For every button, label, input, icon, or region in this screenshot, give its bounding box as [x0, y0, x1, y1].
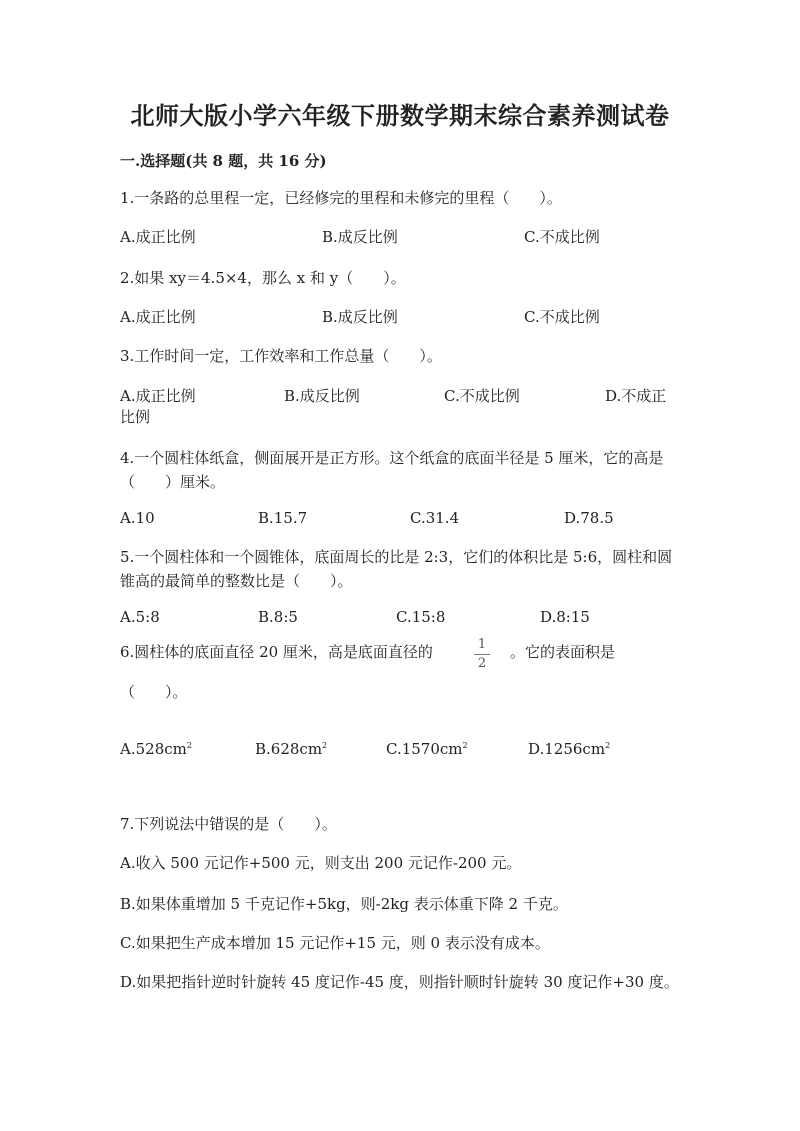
fraction-denominator: 2 [477, 656, 487, 671]
section-heading: 一.选择题(共 8 题，共 16 分) [120, 152, 327, 170]
q5-option-c[interactable]: C.15:8 [396, 608, 446, 626]
q5-option-b[interactable]: B.8:5 [258, 608, 298, 626]
question-7: 7.下列说法中错误的是（ ）。 [120, 815, 337, 833]
q4-option-a[interactable]: A.10 [120, 509, 155, 527]
q6-option-d[interactable] [528, 735, 610, 760]
q6-option-a[interactable] [120, 735, 192, 760]
question-4: 4.一个圆柱体纸盒，侧面展开是正方形。这个纸盒的底面半径是 5 厘米，它的高是（ ）厘米。 [120, 449, 664, 491]
fraction-bar [474, 654, 490, 655]
q4-option-c[interactable]: C.31.4 [410, 509, 460, 527]
q3-option-a[interactable]: A.成正比例 [120, 387, 196, 405]
q1-option-a[interactable]: A.成正比例 [120, 228, 196, 246]
q7-option-c[interactable]: C.如果把生产成本增加 15 元记作+15 元，则 0 表示没有成本。 [120, 934, 550, 952]
unit-exponent: 2 [186, 741, 192, 750]
unit-exponent: 2 [322, 741, 328, 750]
unit-exponent: 2 [605, 741, 611, 750]
question-5: 5.一个圆柱体和一个圆锥体，底面周长的比是 2:3，它们的体积比是 5:6，圆柱和圆锥高的最简单的整数比是（ ）。 [120, 548, 673, 590]
fraction-one-half [472, 638, 492, 671]
question-1: 1.一条路的总里程一定，已经修完的里程和未修完的里程（ ）。 [120, 189, 562, 207]
q7-option-d[interactable]: D.如果把指针逆时针旋转 45 度记作-45 度，则指针顺时针旋转 30 度记作+30 度。 [120, 973, 679, 991]
q6-option-b-label: B.628cm [255, 740, 323, 758]
page-title: 北师大版小学六年级下册数学期末综合素养测试卷 [130, 101, 670, 130]
question-6-text: 6.圆柱体的底面直径 20 厘米，高是底面直径的 [120, 643, 433, 661]
q3-option-c[interactable]: C.不成比例 [444, 387, 520, 405]
question-6-blank: （ ）。 [120, 683, 188, 701]
q6-option-a-label: A.528cm [120, 740, 187, 758]
q6-option-c[interactable] [386, 735, 468, 760]
q1-option-c[interactable]: C.不成比例 [524, 228, 600, 246]
unit-exponent: 2 [462, 741, 468, 750]
q3-option-d-continued: 比例 [120, 408, 151, 426]
q6-option-d-label: D.1256cm [528, 740, 606, 758]
q7-option-b[interactable]: B.如果体重增加 5 千克记作+5kg，则-2kg 表示体重下降 2 千克。 [120, 895, 568, 913]
q1-option-b[interactable]: B.成反比例 [322, 228, 398, 246]
q7-option-a[interactable]: A.收入 500 元记作+500 元，则支出 200 元记作-200 元。 [120, 854, 522, 872]
q2-option-a[interactable]: A.成正比例 [120, 308, 196, 326]
q2-option-b[interactable]: B.成反比例 [322, 308, 398, 326]
question-2: 2.如果 xy＝4.5×4，那么 x 和 y（ ）。 [120, 269, 406, 287]
q3-option-b[interactable]: B.成反比例 [284, 387, 360, 405]
q6-option-c-label: C.1570cm [386, 740, 463, 758]
q5-option-d[interactable]: D.8:15 [540, 608, 590, 626]
q2-option-c[interactable]: C.不成比例 [524, 308, 600, 326]
q6-option-b[interactable] [255, 735, 327, 760]
q4-option-d[interactable]: D.78.5 [564, 509, 614, 527]
q3-option-d[interactable]: D.不成正 [605, 387, 667, 405]
fraction-numerator: 1 [477, 637, 487, 652]
question-6-text-end: 。它的表面积是 [510, 643, 616, 661]
q4-option-b[interactable]: B.15.7 [258, 509, 308, 527]
question-3: 3.工作时间一定，工作效率和工作总量（ ）。 [120, 347, 442, 365]
q5-option-a[interactable]: A.5:8 [120, 608, 160, 626]
